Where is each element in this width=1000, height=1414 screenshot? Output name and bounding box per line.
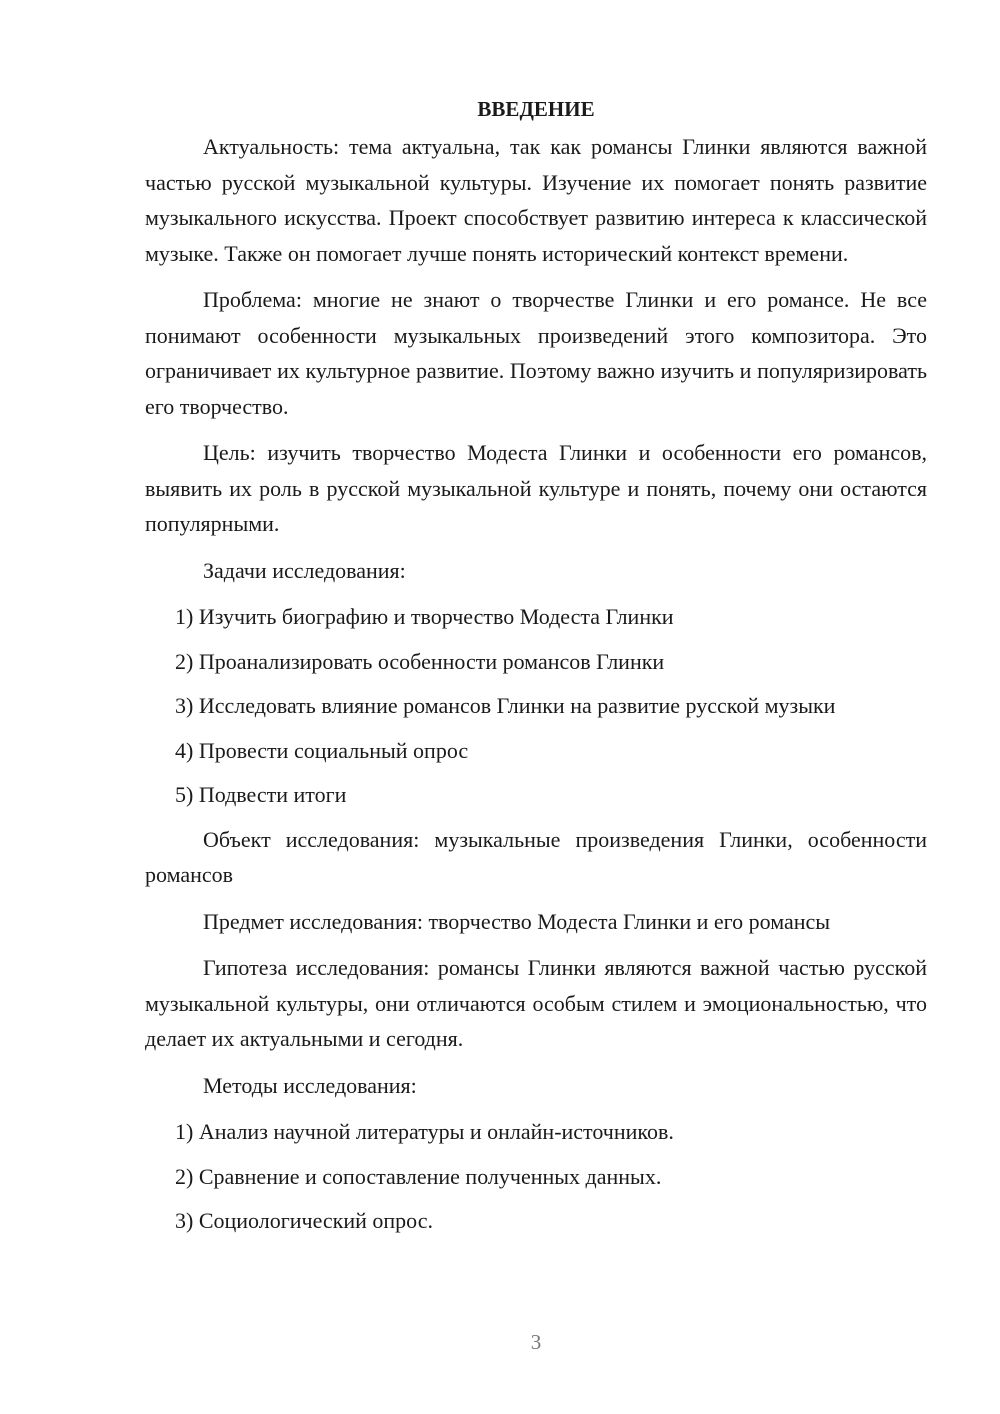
task-item: 4) Провести социальный опрос	[175, 737, 469, 763]
methods-heading: Методы исследования:	[203, 1072, 417, 1098]
method-item: 1) Анализ научной литературы и онлайн-источников.	[175, 1119, 674, 1144]
hypothesis-paragraph: Гипотеза исследования: романсы Глинки являются важной частью русской музыкальной культуры, они отличаются особым стилем и эмоциональностью, что делает их актуальными и сегодня.	[145, 955, 927, 1051]
subject-paragraph: Предмет исследования: творчество Модеста Глинки и его романсы	[203, 908, 831, 934]
page-number: 3	[530, 1330, 542, 1354]
task-item: 5) Подвести итоги	[175, 782, 347, 807]
problem-paragraph: Проблема: многие не знают о творчестве Глинки и его романсе. Не все понимают особенности музыкальных произведений этого композитора. Это ограничивает их культурное развитие. Поэтому важно изучить и популяризировать его творчество.	[145, 287, 927, 419]
page-title: ВВЕДЕНИЕ	[477, 97, 595, 121]
task-item: 2) Проанализировать особенности романсов Глинки	[175, 648, 665, 674]
document-page	[145, 92, 927, 1248]
task-item: 1) Изучить биографию и творчество Модеста Глинки	[175, 604, 674, 629]
method-item: 3) Социологический опрос.	[175, 1208, 433, 1233]
tasks-heading: Задачи исследования:	[203, 557, 406, 583]
task-item: 3) Исследовать влияние романсов Глинки на развитие русской музыки	[175, 693, 836, 718]
relevance-paragraph: Актуальность: тема актуальна, так как романсы Глинки являются важной частью русской музыкальной культуры. Изучение их помогает понять развитие музыкального искусства. Проект способствует развитию интереса к классической музыке. Также он помогает лучше понять исторический контекст времени.	[145, 134, 927, 266]
goal-paragraph: Цель: изучить творчество Модеста Глинки и особенности его романсов, выявить их роль в русской музыкальной культуре и понять, почему они остаются популярными.	[145, 440, 927, 536]
method-item: 2) Сравнение и сопоставление полученных данных.	[175, 1163, 662, 1189]
object-paragraph: Объект исследования: музыкальные произведения Глинки, особенности романсов	[145, 826, 927, 887]
